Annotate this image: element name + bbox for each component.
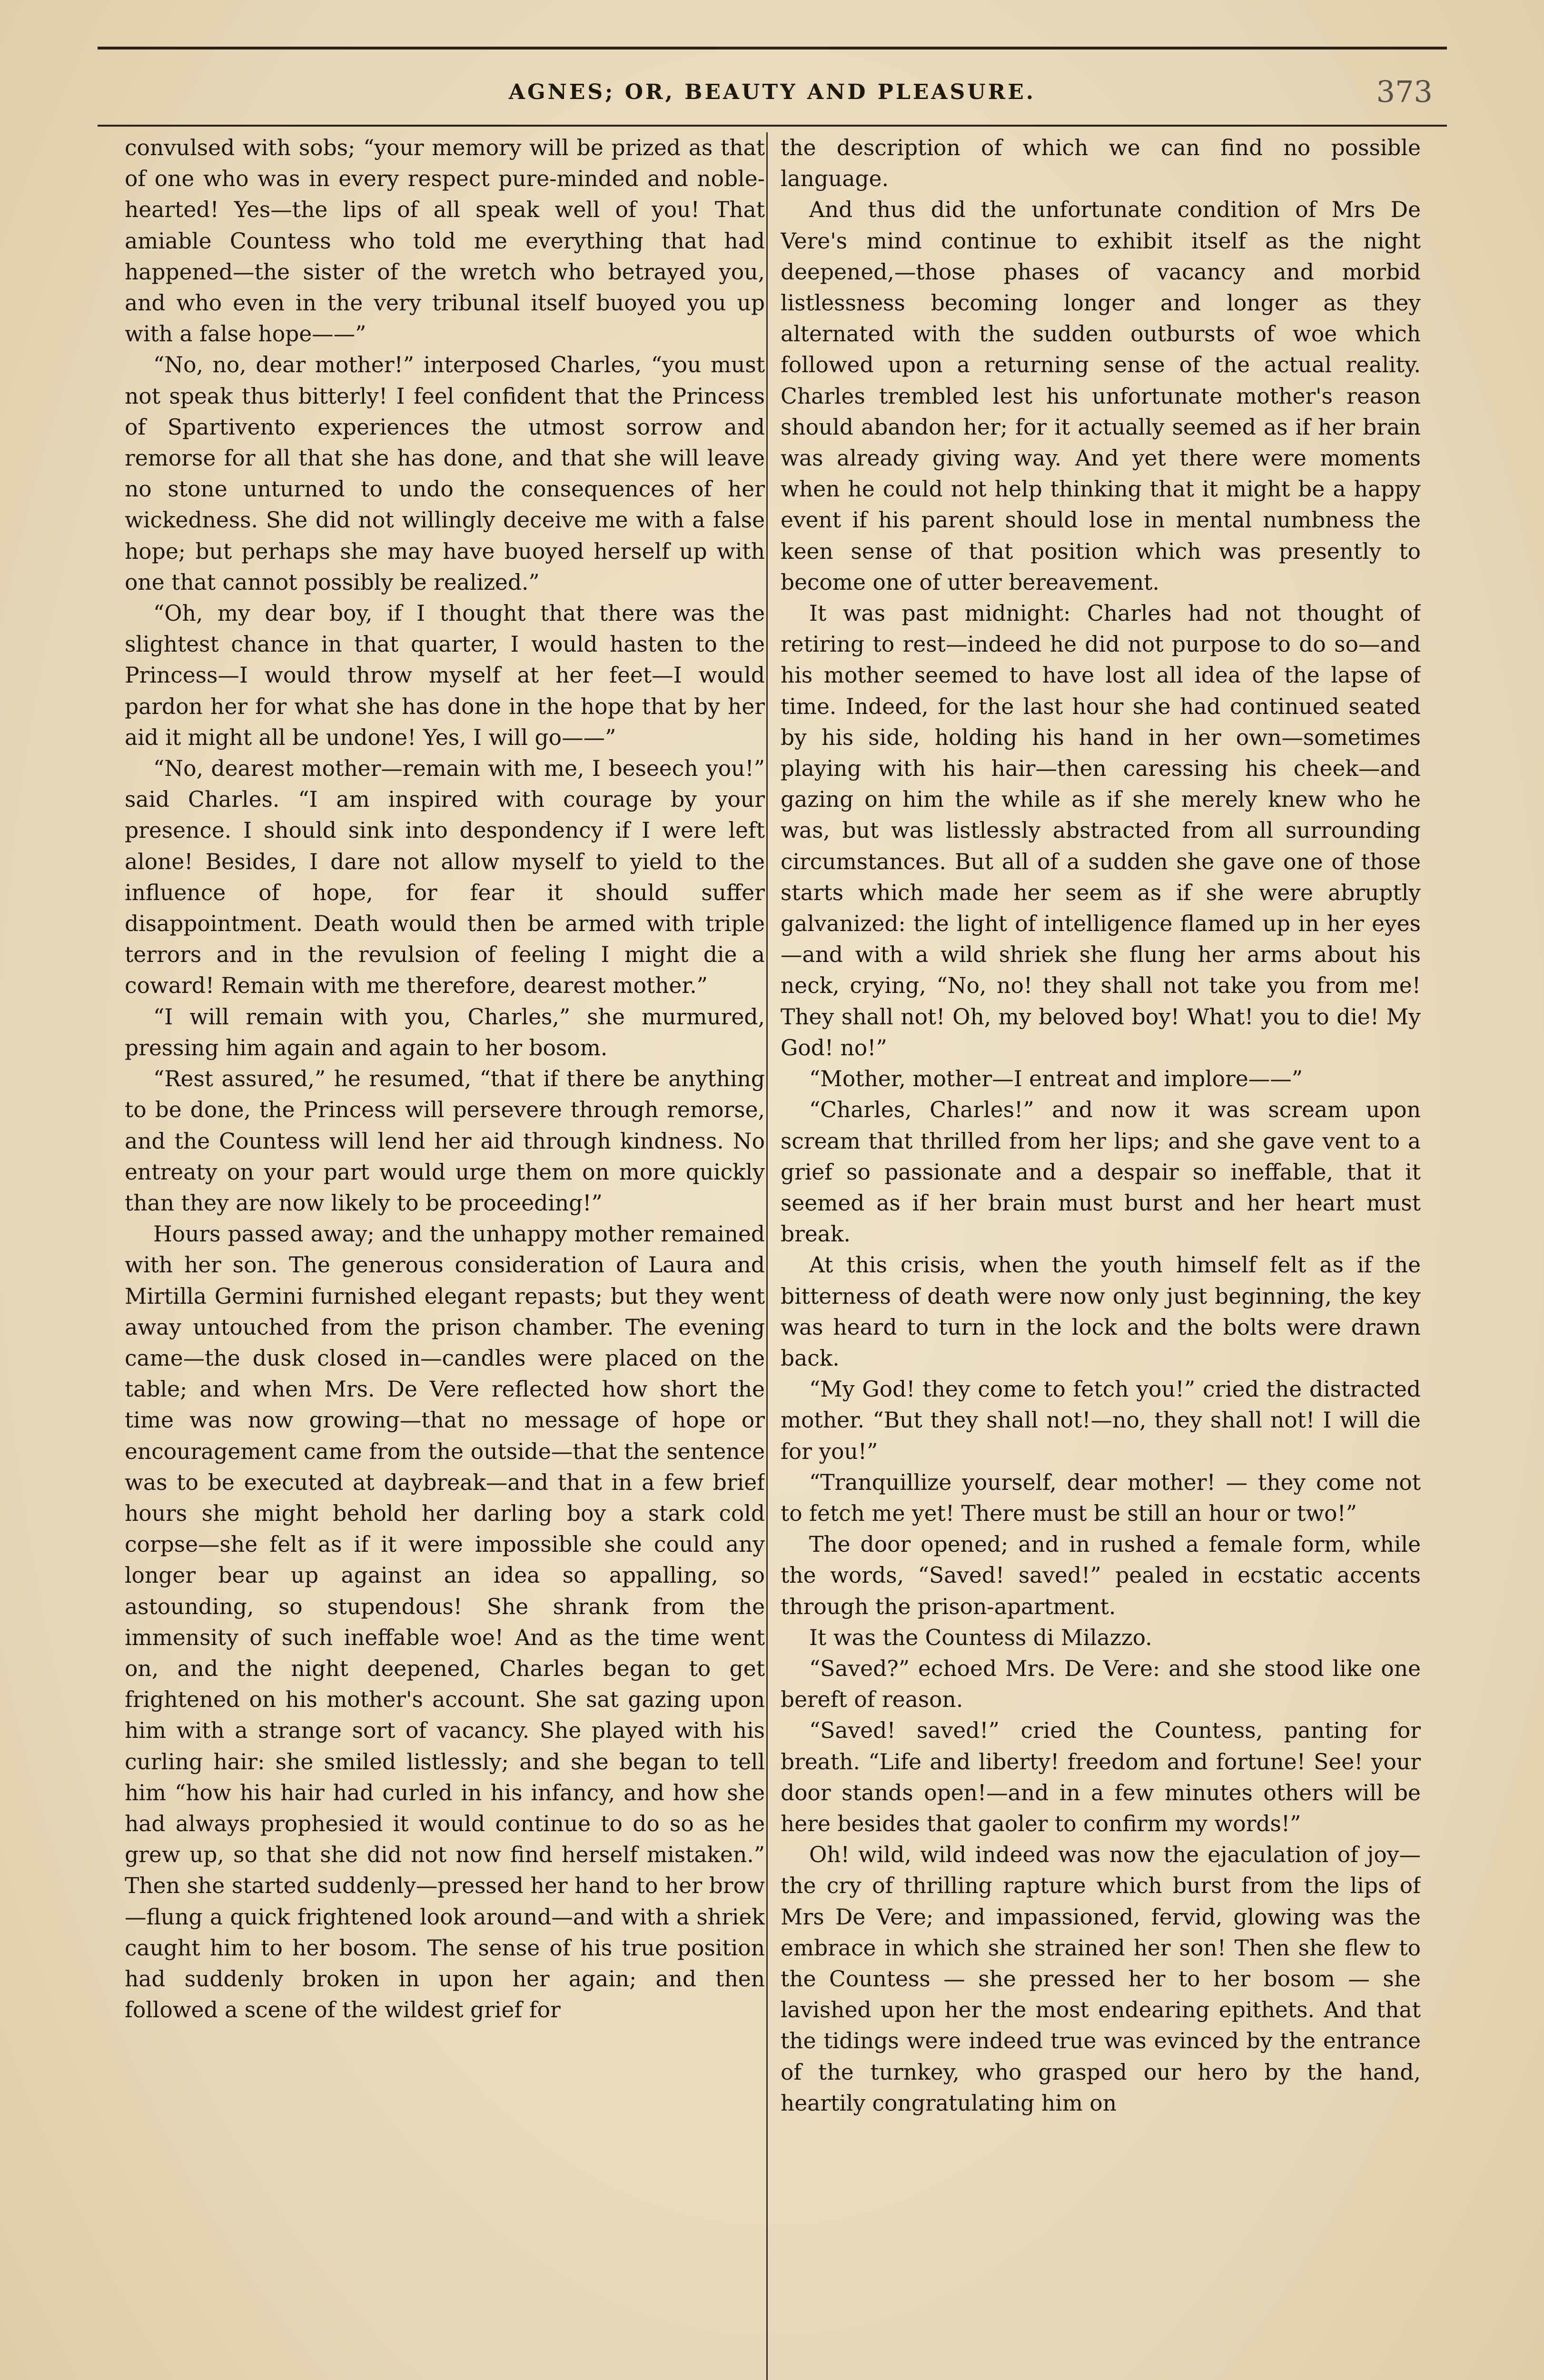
paragraph: “I will remain with you, Charles,” she murmured, pressing him again and again to her bosom.: [125, 1004, 765, 1061]
paragraph: The door opened; and in rushed a female form, while the words, “Saved! saved!” pealed in ecstatic accents through the prison-apartment.: [781, 1532, 1421, 1619]
paragraph: It was past midnight: Charles had not thought of retiring to rest—indeed he did not purpose to do so—and his mother seemed to have lost all idea of the lapse of time. Indeed, for the last hour she had continued seated by his side, holding his hand in her own—sometimes playing with his hair—then caressing his cheek—and gazing on him the while as if she merely knew who he was, but was listlessly abstracted from all surrounding circumstances. But all of a sudden she gave one of those starts which made her seem as if she were abruptly galvanized: the light of intelligence flamed up in her eyes—and with a wild shriek she flung her arms about his neck, crying, “No, no! they shall not take you from me! They shall not! Oh, my beloved boy! What! you to die! My God! no!”: [781, 601, 1421, 1061]
paragraph: “Saved! saved!” cried the Countess, panting for breath. “Life and liberty! freedom and fortune! See! your door stands open!—and in a few minutes others will be here besides that gaoler to confirm my words!”: [781, 1718, 1421, 1836]
page-number: 373: [1376, 74, 1433, 109]
paragraph: “Tranquillize yourself, dear mother! — they come not to fetch me yet! There must be still an hour or two!”: [781, 1469, 1421, 1526]
paragraph: the description of which we can find no possible language.: [781, 135, 1421, 192]
paragraph: Hours passed away; and the unhappy mother remained with her son. The generous consideration of Laura and Mirtilla Germini furnished elegant repasts; but they went away untouched from the prison chamber. The evening came—the dusk closed in—candles were placed on the table; and when Mrs. De Vere reflected how short the time was now growing—that no message of hope or encouragement came from the outside—that the sentence was to be executed at daybreak—and that in a few brief hours she might behold her darling boy a stark cold corpse—she felt as if it were impossible she could any longer bear up against an idea so appalling, so astounding, so stupendous! She shrank from the immensity of such ineffable woe! And as the time went on, and the night deepened, Charles began to get frightened on his mother's account. She sat gazing upon him with a strange sort of vacancy. She played with his curling hair: she smiled listlessly; and she began to tell him “how his hair had curled in his infancy, and how she had always prophesied it would continue to do so as he grew up, so that she did not now find herself mistaken.” Then she started suddenly—pressed her hand to her brow—flung a quick frightened look around—and with a shriek caught him to her bosom. The sense of his true position had suddenly broken in upon her again; and then followed a scene of the wildest grief for: [125, 1221, 765, 2023]
paragraph: And thus did the unfortunate condition of Mrs De Vere's mind continue to exhibit itself as the night deepened,—those phases of vacancy and morbid listlessness becoming longer and longer as they alternated with the sudden outbursts of woe which followed upon a returning sense of the actual reality. Charles trembled lest his unfortunate mother's reason should abandon her; for it actually seemed as if her brain was already giving way. And yet there were moments when he could not help thinking that it might be a happy event if his parent should lose in mental numbness the keen sense of that position which was presently to become one of utter bereavement.: [781, 197, 1421, 595]
paragraph: At this crisis, when the youth himself felt as if the bitterness of death were now only just beginning, the key was heard to turn in the lock and the bolts were drawn back.: [781, 1252, 1421, 1371]
paragraph: It was the Countess di Milazzo.: [809, 1625, 1152, 1650]
page-header: [98, 71, 1447, 119]
paragraph: “No, dearest mother—remain with me, I beseech you!” said Charles. “I am inspired with courage by your presence. I should sink into despondency if I were left alone! Besides, I dare not allow myself to yield to the influence of hope, for fear it should suffer disappointment. Death would then be armed with triple terrors and in the revulsion of feeling I might die a coward! Remain with me therefore, dearest mother.”: [125, 756, 765, 999]
paragraph: “Saved?” echoed Mrs. De Vere: and she stood like one bereft of reason.: [781, 1656, 1421, 1713]
running-head: AGNES; OR, BEAUTY AND PLEASURE.: [508, 80, 1036, 104]
top-rule: [98, 47, 1447, 50]
header-rule: [98, 125, 1447, 127]
paragraph: “My God! they come to fetch you!” cried the distracted mother. “But they shall not!—no, they shall not! I will die for you!”: [781, 1377, 1421, 1464]
paragraph: convulsed with sobs; “your memory will be prized as that of one who was in every respect pure-minded and noble-hearted! Yes—the lips of all speak well of you! That amiable Countess who told me everything that had happened—the sister of the wretch who betrayed you, and who even in the very tribunal itself buoyed you up with a false hope——”: [125, 135, 765, 347]
paragraph: “Mother, mother—I entreat and implore——”: [809, 1066, 1303, 1092]
paragraph: “Oh, my dear boy, if I thought that there was the slightest chance in that quarter, I would hasten to the Princess—I would throw myself at her feet—I would pardon her for what she has done in the hope that by her aid it might all be undone! Yes, I will go——”: [125, 601, 765, 750]
column-divider: [766, 132, 768, 2380]
paragraph: Oh! wild, wild indeed was now the ejaculation of joy—the cry of thrilling rapture which burst from the lips of Mrs De Vere; and impassioned, fervid, glowing was the embrace in which she strained her son! Then she flew to the Countess — she pressed her to her bosom — she lavished upon her the most endearing epithets. And that the tidings were indeed true was evinced by the entrance of the turnkey, who grasped our hero by the hand, heartily congratulating him on: [781, 1842, 1421, 2116]
paragraph: “Charles, Charles!” and now it was scream upon scream that thrilled from her lips; and she gave vent to a grief so passionate and a despair so ineffable, that it seemed as if her brain must burst and her heart must break.: [781, 1097, 1421, 1247]
right-column: [781, 132, 1421, 2380]
left-column: [125, 132, 765, 2380]
paragraph: “No, no, dear mother!” interposed Charles, “you must not speak thus bitterly! I feel confident that the Princess of Spartivento experiences the utmost sorrow and remorse for all that she has done, and that she will leave no stone unturned to undo the consequences of her wickedness. She did not willingly deceive me with a false hope; but perhaps she may have buoyed herself up with one that cannot possibly be realized.”: [125, 352, 765, 595]
paragraph: “Rest assured,” he resumed, “that if there be anything to be done, the Princess will persevere through remorse, and the Countess will lend her aid through kindness. No entreaty on your part would urge them on more quickly than they are now likely to be proceeding!”: [125, 1066, 765, 1216]
